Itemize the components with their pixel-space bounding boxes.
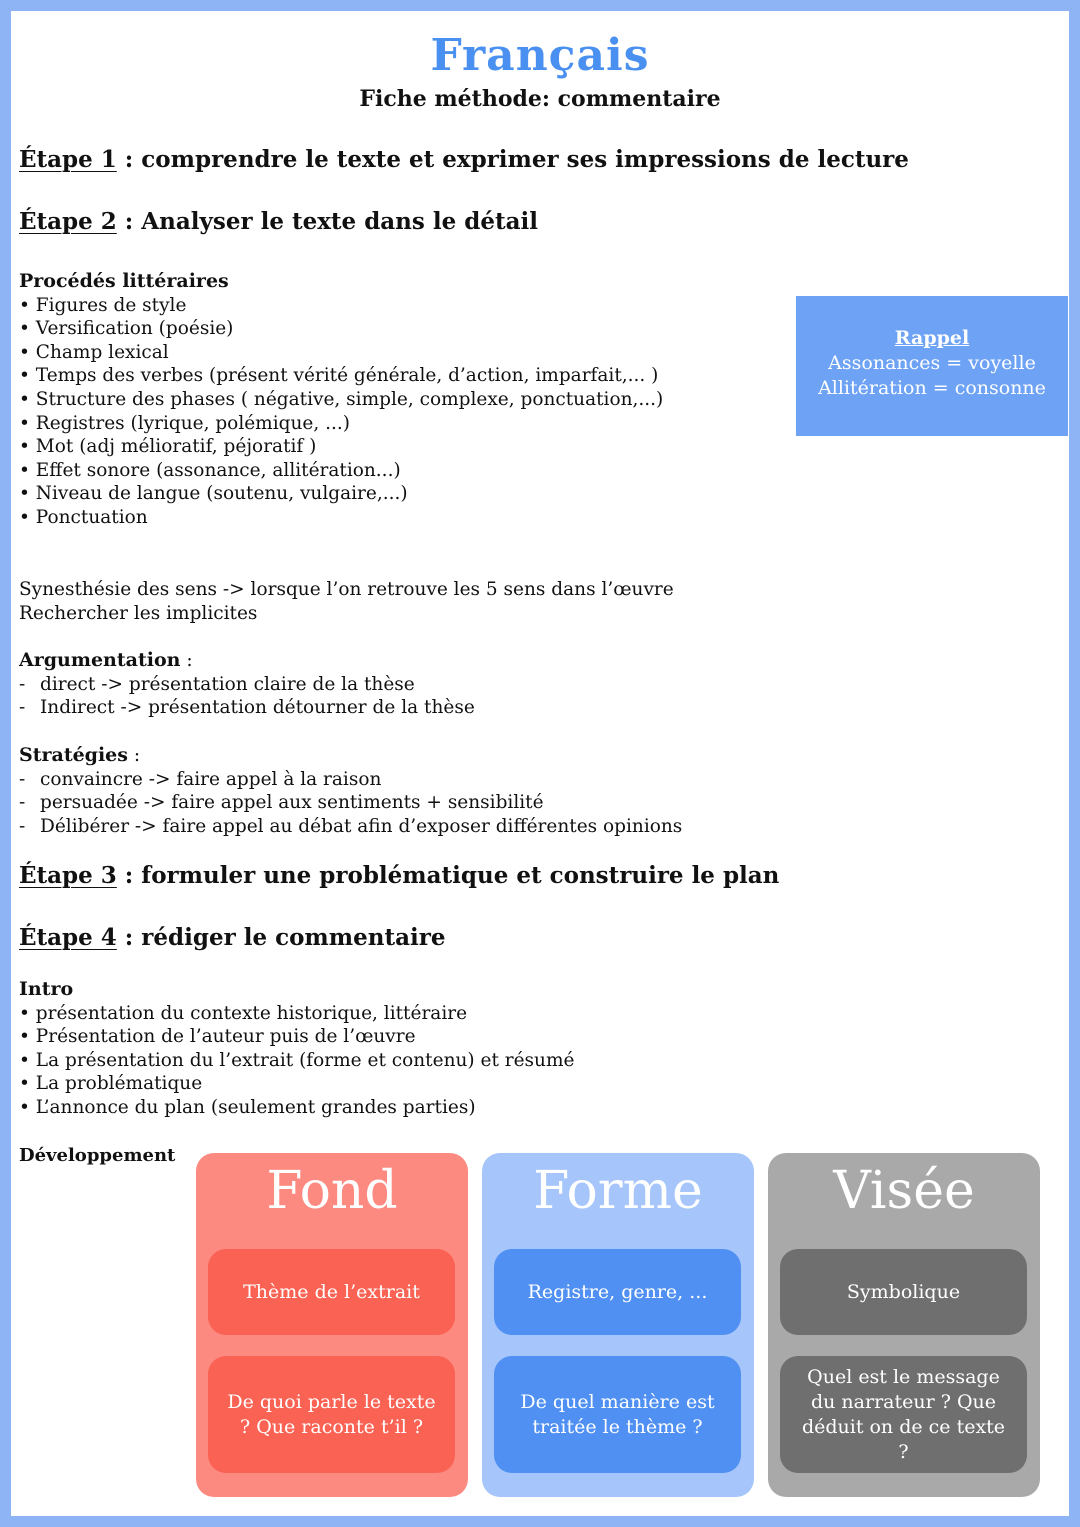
note-synesthesie: Synesthésie des sens -> lorsque l’on retrouve les 5 sens dans l’œuvre [19, 579, 674, 600]
rappel-line-1: Assonances = voyelle [828, 352, 1036, 374]
list-item: • Structure des phases ( négative, simple, complexe, ponctuation,...) [19, 388, 663, 412]
intro-section [19, 978, 574, 1120]
intro-list [19, 1002, 574, 1120]
list-item: • Figures de style [19, 294, 663, 318]
rappel-title: Rappel [894, 327, 970, 349]
step-3-text: : formuler une problématique et construire le plan [116, 862, 780, 889]
list-item: • La problématique [19, 1072, 574, 1096]
step-4-text: : rédiger le commentaire [116, 924, 446, 951]
step-4-heading [19, 924, 445, 951]
note-implicites: Rechercher les implicites [19, 602, 258, 624]
column-visee [768, 1153, 1040, 1497]
argumentation-colon: : [180, 650, 193, 671]
strategies-colon: : [127, 745, 141, 766]
step-2-heading [19, 208, 538, 235]
list-item: • présentation du contexte historique, littéraire [19, 1002, 574, 1026]
list-item: • Versification (poésie) [19, 317, 663, 341]
list-item: • La présentation du l’extrait (forme et contenu) et résumé [19, 1049, 574, 1073]
step-1-heading [19, 146, 909, 173]
list-item: • Champ lexical [19, 341, 663, 365]
list-item: • Registres (lyrique, polémique, ...) [19, 412, 663, 436]
fond-box-theme: Thème de l’extrait [208, 1249, 455, 1335]
list-item: • Présentation de l’auteur puis de l’œuvre [19, 1025, 574, 1049]
column-forme-title: Forme [533, 1161, 703, 1221]
rappel-line-2: Allitération = consonne [818, 377, 1046, 399]
page-subtitle: Fiche méthode: commentaire [359, 86, 721, 112]
list-item: • Ponctuation [19, 506, 663, 530]
notes-section [19, 578, 674, 625]
forme-box-question: De quel manière est traitée le thème ? [494, 1356, 741, 1473]
procedes-section [19, 270, 663, 530]
list-item: - direct -> présentation claire de la thèse [19, 673, 475, 697]
argumentation-heading: Argumentation [19, 649, 181, 671]
argumentation-section [19, 649, 475, 720]
strategies-heading: Stratégies [19, 744, 128, 766]
step-3-heading [19, 862, 779, 889]
strategies-list [19, 768, 682, 839]
column-forme [482, 1153, 754, 1497]
rappel-box [796, 296, 1068, 436]
list-item: • Temps des verbes (présent vérité générale, d’action, imparfait,... ) [19, 364, 663, 388]
step-1-label: Étape 1 [19, 146, 117, 173]
step-1-text: : comprendre le texte et exprimer ses impressions de lecture [116, 146, 909, 173]
list-item: • Mot (adj mélioratif, péjoratif ) [19, 435, 663, 459]
intro-heading: Intro [19, 978, 74, 1000]
step-2-label: Étape 2 [19, 208, 117, 235]
list-item: • Effet sonore (assonance, allitération...) [19, 459, 663, 483]
argumentation-list [19, 673, 475, 720]
procedes-heading: Procédés littéraires [19, 270, 229, 292]
list-item: - Indirect -> présentation détourner de la thèse [19, 696, 475, 720]
strategies-section [19, 744, 682, 838]
page-title: Français [430, 30, 650, 81]
list-item: - Délibérer -> faire appel au débat afin d’exposer différentes opinions [19, 815, 682, 839]
step-2-text: : Analyser le texte dans le détail [116, 208, 538, 235]
developpement-heading: Développement [19, 1145, 176, 1166]
list-item: - persuadée -> faire appel aux sentiments + sensibilité [19, 791, 682, 815]
visee-box-question: Quel est le message du narrateur ? Que déduit on de ce texte ? [780, 1356, 1027, 1473]
list-item: • Niveau de langue (soutenu, vulgaire,...) [19, 482, 663, 506]
list-item: • L’annonce du plan (seulement grandes parties) [19, 1096, 574, 1120]
forme-box-registre: Registre, genre, ... [494, 1249, 741, 1335]
step-4-label: Étape 4 [19, 924, 117, 951]
column-fond-title: Fond [266, 1161, 398, 1221]
visee-box-symbolique: Symbolique [780, 1249, 1027, 1335]
column-fond [196, 1153, 468, 1497]
column-visee-title: Visée [833, 1161, 975, 1221]
fond-box-question: De quoi parle le texte ? Que raconte t’il ? [208, 1356, 455, 1473]
step-3-label: Étape 3 [19, 862, 117, 889]
procedes-list [19, 294, 663, 530]
list-item: - convaincre -> faire appel à la raison [19, 768, 682, 792]
